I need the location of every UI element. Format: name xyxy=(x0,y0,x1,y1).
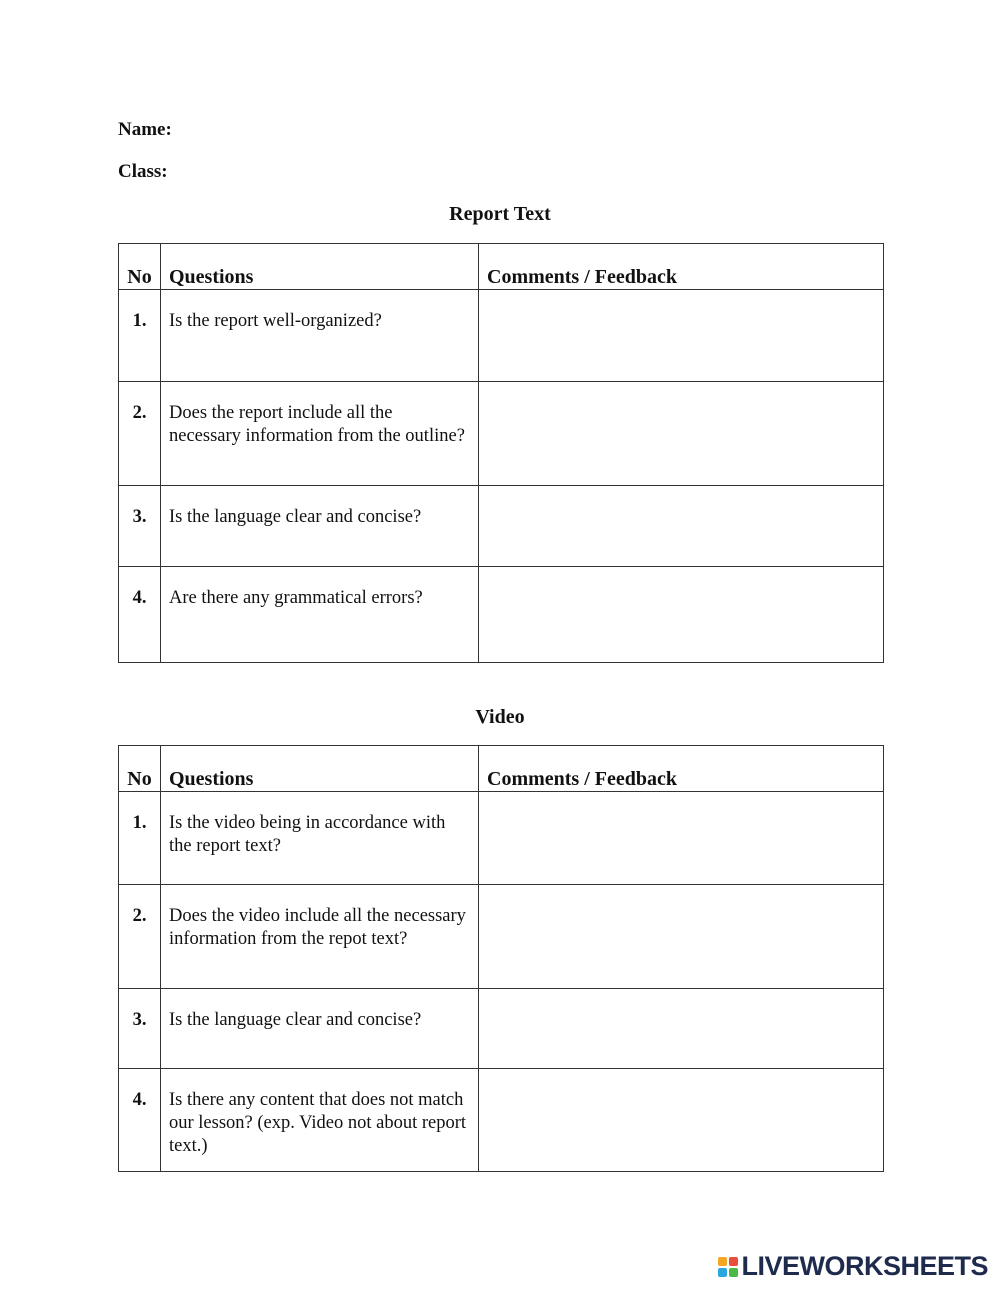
question-text: Is the language clear and concise? xyxy=(161,486,479,567)
logo-square xyxy=(729,1257,738,1266)
comment-cell[interactable] xyxy=(479,486,884,567)
comment-cell[interactable] xyxy=(479,792,884,885)
row-number: 4. xyxy=(119,1069,161,1172)
comment-cell[interactable] xyxy=(479,290,884,382)
table-row xyxy=(119,989,884,1069)
row-number: 1. xyxy=(119,792,161,885)
name-label: Name: xyxy=(118,119,172,140)
column-header-questions: Questions xyxy=(161,746,479,792)
table-row xyxy=(119,382,884,486)
table-row xyxy=(119,1069,884,1172)
table-row xyxy=(119,567,884,663)
report-text-table xyxy=(118,243,884,663)
column-header-comments: Comments / Feedback xyxy=(479,244,884,290)
row-number: 1. xyxy=(119,290,161,382)
section-title-report-text: Report Text xyxy=(449,203,551,225)
row-number: 3. xyxy=(119,989,161,1069)
question-text: Is the language clear and concise? xyxy=(161,989,479,1069)
column-header-comments: Comments / Feedback xyxy=(479,746,884,792)
logo-square xyxy=(718,1268,727,1277)
column-header-questions: Questions xyxy=(161,244,479,290)
row-number: 3. xyxy=(119,486,161,567)
logo-mark-icon xyxy=(718,1257,738,1277)
comment-cell[interactable] xyxy=(479,1069,884,1172)
comment-cell[interactable] xyxy=(479,885,884,989)
table-row xyxy=(119,486,884,567)
table-row xyxy=(119,885,884,989)
question-text: Does the report include all the necessary information from the outline? xyxy=(161,382,479,486)
comment-cell[interactable] xyxy=(479,567,884,663)
row-number: 2. xyxy=(119,382,161,486)
question-text: Is there any content that does not match our lesson? (exp. Video not about report text.) xyxy=(161,1069,479,1172)
question-text: Are there any grammatical errors? xyxy=(161,567,479,663)
comment-cell[interactable] xyxy=(479,989,884,1069)
video-table xyxy=(118,745,884,1172)
column-header-no: No xyxy=(119,244,161,290)
logo-text: LIVEWORKSHEETS xyxy=(741,1251,988,1281)
table-row xyxy=(119,792,884,885)
table-row xyxy=(119,290,884,382)
comment-cell[interactable] xyxy=(479,382,884,486)
row-number: 4. xyxy=(119,567,161,663)
class-label: Class: xyxy=(118,161,168,182)
section-title-video: Video xyxy=(475,706,525,728)
question-text: Is the report well-organized? xyxy=(161,290,479,382)
column-header-no: No xyxy=(119,746,161,792)
table-header-row xyxy=(119,244,884,290)
logo-square xyxy=(729,1268,738,1277)
logo-square xyxy=(718,1257,727,1266)
row-number: 2. xyxy=(119,885,161,989)
liveworksheets-logo xyxy=(718,1251,988,1282)
question-text: Does the video include all the necessary information from the repot text? xyxy=(161,885,479,989)
table-header-row xyxy=(119,746,884,792)
question-text: Is the video being in accordance with the report text? xyxy=(161,792,479,885)
